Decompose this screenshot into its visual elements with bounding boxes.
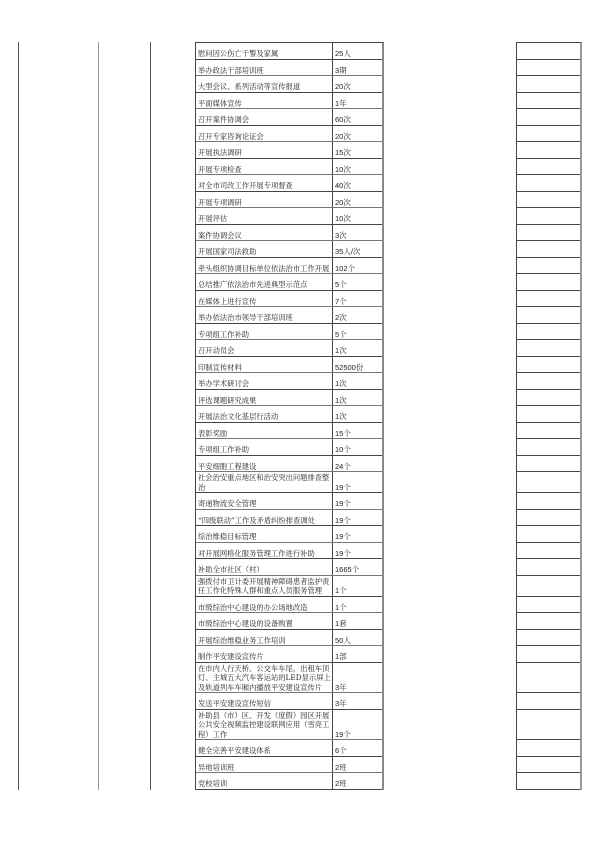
item-name-cell: 发送平安建设宣传短信 [196, 693, 333, 709]
blank-cell [517, 613, 580, 630]
item-name-cell: 开展评估 [196, 208, 333, 224]
item-name-cell: 开展执法调研 [196, 142, 333, 158]
item-name-cell: 专项组工作补助 [196, 439, 333, 455]
blank-cell [517, 510, 580, 527]
quantity-cell: 1次 [335, 412, 347, 421]
blank-cell [517, 307, 580, 324]
table-row [196, 43, 382, 60]
quantity-cell: 2班 [335, 779, 347, 788]
blank-cell [517, 710, 580, 741]
blank-cell [517, 159, 580, 176]
blank-cell [517, 357, 580, 374]
item-name-cell: 案件协调会议 [196, 225, 333, 241]
table-row [196, 510, 382, 527]
blank-cell [517, 456, 580, 473]
item-name-cell: 专项组工作补助 [196, 324, 333, 340]
blank-cell [517, 93, 580, 110]
quantity-cell: 15个 [335, 428, 351, 438]
item-name-cell: 召开专家咨询论证会 [196, 126, 333, 142]
quantity-cell: 20次 [335, 131, 351, 141]
item-name-cell: 评选课题研究成果 [196, 390, 333, 406]
table-row [196, 663, 382, 694]
table-row [196, 373, 382, 390]
item-name-cell: 召开动员会 [196, 340, 333, 356]
table-row [196, 710, 382, 741]
item-name-cell: 慰问因公伤亡干警及家属 [196, 43, 333, 59]
blank-cell [517, 559, 580, 576]
blank-cell [517, 142, 580, 159]
blank-cell [517, 773, 580, 790]
quantity-cell: 5个 [335, 329, 347, 339]
item-name-cell: 大型会议、系列活动等宣传报道 [196, 76, 333, 92]
quantity-cell: 1次 [335, 395, 347, 405]
quantity-cell: 19个 [335, 548, 351, 558]
table-row [196, 740, 382, 757]
table-row [196, 274, 382, 291]
blank-cell [517, 472, 580, 493]
item-name-cell: 表彰奖励 [196, 423, 333, 439]
item-name-cell: 补助县（市）区、开发（度假）园区开展公共安全视频监控建设联网应用（雪亮工程）工作 [196, 710, 333, 740]
blank-cell [517, 60, 580, 77]
quantity-cell: 35人/次 [335, 247, 361, 256]
table-row [196, 307, 382, 324]
table-row [196, 456, 382, 473]
table-row [196, 126, 382, 143]
quantity-cell: 52500份 [335, 362, 364, 372]
blank-cell [517, 324, 580, 341]
blank-cell [517, 241, 580, 258]
quantity-cell: 20次 [335, 197, 351, 207]
table-row [196, 630, 382, 647]
quantity-cell: 3年 [335, 682, 347, 692]
left-column-border-3 [150, 42, 151, 790]
item-name-cell: 对全市司改工作开展专项督查 [196, 175, 333, 191]
item-name-cell: “四级联动”工作及矛盾纠纷排查调处 [196, 510, 333, 526]
quantity-cell: 2班 [335, 762, 347, 772]
table-row [196, 357, 382, 374]
table-row [196, 225, 382, 242]
item-name-cell: 平面媒体宣传 [196, 93, 333, 109]
left-column-border-2 [98, 42, 99, 790]
blank-cell [517, 576, 580, 597]
quantity-cell: 1年 [335, 98, 347, 108]
blank-cell [517, 543, 580, 560]
table-row [196, 159, 382, 176]
table-row [196, 208, 382, 225]
quantity-cell: 25人 [335, 49, 351, 58]
item-name-cell: 市级综治中心建设的设备购置 [196, 613, 333, 629]
expense-item-table [195, 42, 384, 790]
table-row [196, 576, 382, 597]
item-name-cell: 对开展网格化服务管理工作进行补助 [196, 543, 333, 559]
item-name-cell: 开展综治维稳业务工作培训 [196, 630, 333, 646]
quantity-cell: 2次 [335, 313, 347, 322]
blank-cell [517, 274, 580, 291]
item-name-cell: 在市内人行天桥、公交车车尾、出租车顶灯、主城五大汽车客运站的LED显示屏上及轨道列车车厢内播放平安建设宣传片 [196, 663, 333, 693]
quantity-cell: 1个 [335, 602, 347, 612]
quantity-cell: 1部 [335, 652, 347, 661]
blank-cell [517, 76, 580, 93]
quantity-cell: 6个 [335, 746, 347, 755]
item-name-cell: 开展国家司法救助 [196, 241, 333, 257]
table-row [196, 646, 382, 663]
table-row [196, 142, 382, 159]
blank-cell [517, 423, 580, 440]
quantity-cell: 102个 [335, 263, 356, 273]
item-name-cell: 党校培训 [196, 773, 333, 789]
quantity-cell: 40次 [335, 181, 351, 190]
blank-cell [517, 597, 580, 614]
item-name-cell: 开展法治文化基层行活动 [196, 406, 333, 422]
table-row [196, 192, 382, 209]
table-row [196, 439, 382, 456]
table-row [196, 493, 382, 510]
quantity-cell: 10次 [335, 164, 351, 174]
item-name-cell: 举办学术研讨会 [196, 373, 333, 389]
table-row [196, 340, 382, 357]
table-row [196, 93, 382, 110]
blank-cell [517, 225, 580, 242]
left-column-border-1 [18, 42, 19, 790]
blank-cell [517, 630, 580, 647]
item-name-cell: 开展专项检查 [196, 159, 333, 175]
quantity-cell: 19个 [335, 482, 351, 492]
table-row [196, 258, 382, 275]
item-name-cell: 强拨付市卫计委开展精神障碍患者监护责任工作化特殊人群和重点人员服务管理 [196, 576, 333, 596]
blank-cell [517, 757, 580, 774]
blank-cell [517, 693, 580, 710]
table-row [196, 76, 382, 93]
table-row [196, 241, 382, 258]
item-name-cell: 举办政法干部培训班 [196, 60, 333, 76]
item-name-cell: 在媒体上进行宣传 [196, 291, 333, 307]
table-row [196, 773, 382, 790]
item-name-cell: 异地培训班 [196, 757, 333, 773]
blank-cell [517, 373, 580, 390]
table-row [196, 597, 382, 614]
table-row [196, 543, 382, 560]
quantity-cell: 3期 [335, 65, 347, 75]
blank-cell [517, 192, 580, 209]
table-row [196, 613, 382, 630]
quantity-cell: 10个 [335, 445, 351, 454]
quantity-cell: 3年 [335, 699, 347, 708]
item-name-cell: 总结推广依法治市先进典型示范点 [196, 274, 333, 290]
blank-cell [517, 646, 580, 663]
quantity-cell: 5个 [335, 280, 347, 289]
quantity-cell: 19个 [335, 515, 351, 525]
quantity-cell: 1次 [335, 379, 347, 388]
table-row [196, 109, 382, 126]
blank-cell [517, 390, 580, 407]
quantity-cell: 7个 [335, 296, 347, 306]
blank-cell [517, 406, 580, 423]
item-name-cell: 开展专项调研 [196, 192, 333, 208]
quantity-cell: 24个 [335, 461, 351, 471]
blank-cell [517, 340, 580, 357]
blank-cell [517, 291, 580, 308]
table-row [196, 390, 382, 407]
quantity-cell: 60次 [335, 115, 351, 124]
table-row [196, 406, 382, 423]
blank-cell [517, 493, 580, 510]
quantity-cell: 10次 [335, 214, 351, 223]
item-name-cell: 平安细胞工程建设 [196, 456, 333, 472]
blank-cell [517, 439, 580, 456]
table-row [196, 175, 382, 192]
item-name-cell: 健全完善平安建设体系 [196, 740, 333, 756]
blank-cell [517, 258, 580, 275]
quantity-cell: 3次 [335, 230, 347, 240]
quantity-cell: 19个 [335, 499, 351, 508]
table-row [196, 757, 382, 774]
quantity-cell: 50人 [335, 635, 351, 645]
table-row [196, 472, 382, 493]
item-name-cell: 召开案件协调会 [196, 109, 333, 125]
item-name-cell: 寄递物流安全管理 [196, 493, 333, 509]
item-name-cell: 补助全市社区（村） [196, 559, 333, 575]
item-name-cell: 制作平安建设宣传片 [196, 646, 333, 662]
quantity-cell: 19个 [335, 729, 351, 739]
blank-cell [517, 526, 580, 543]
blank-cell [517, 740, 580, 757]
table-row [196, 423, 382, 440]
quantity-cell: 20次 [335, 82, 351, 91]
blank-cell [517, 126, 580, 143]
quantity-cell: 1套 [335, 619, 347, 628]
table-row [196, 324, 382, 341]
quantity-cell: 1665个 [335, 565, 360, 574]
quantity-cell: 1个 [335, 586, 347, 595]
item-name-cell: 举办依法治市领导干部培训班 [196, 307, 333, 323]
blank-cell [517, 175, 580, 192]
table-row [196, 60, 382, 77]
table-row [196, 526, 382, 543]
blank-cell [517, 208, 580, 225]
item-name-cell: 牵头组织协调目标单位依法治市工作开展 [196, 258, 333, 274]
table-row [196, 559, 382, 576]
right-blank-column [516, 42, 582, 790]
item-name-cell: 印制宣传材料 [196, 357, 333, 373]
item-name-cell: 综治维稳目标管理 [196, 526, 333, 542]
blank-cell [517, 109, 580, 126]
quantity-cell: 15次 [335, 148, 351, 157]
quantity-cell: 19个 [335, 532, 351, 541]
table-row [196, 693, 382, 710]
quantity-cell: 1次 [335, 346, 347, 355]
item-name-cell: 市级综治中心建设的办公场地改造 [196, 597, 333, 613]
table-row [196, 291, 382, 308]
blank-cell [517, 43, 580, 60]
item-name-cell: 社会治安重点地区和治安突出问题排查整治 [196, 472, 333, 492]
blank-cell [517, 663, 580, 694]
